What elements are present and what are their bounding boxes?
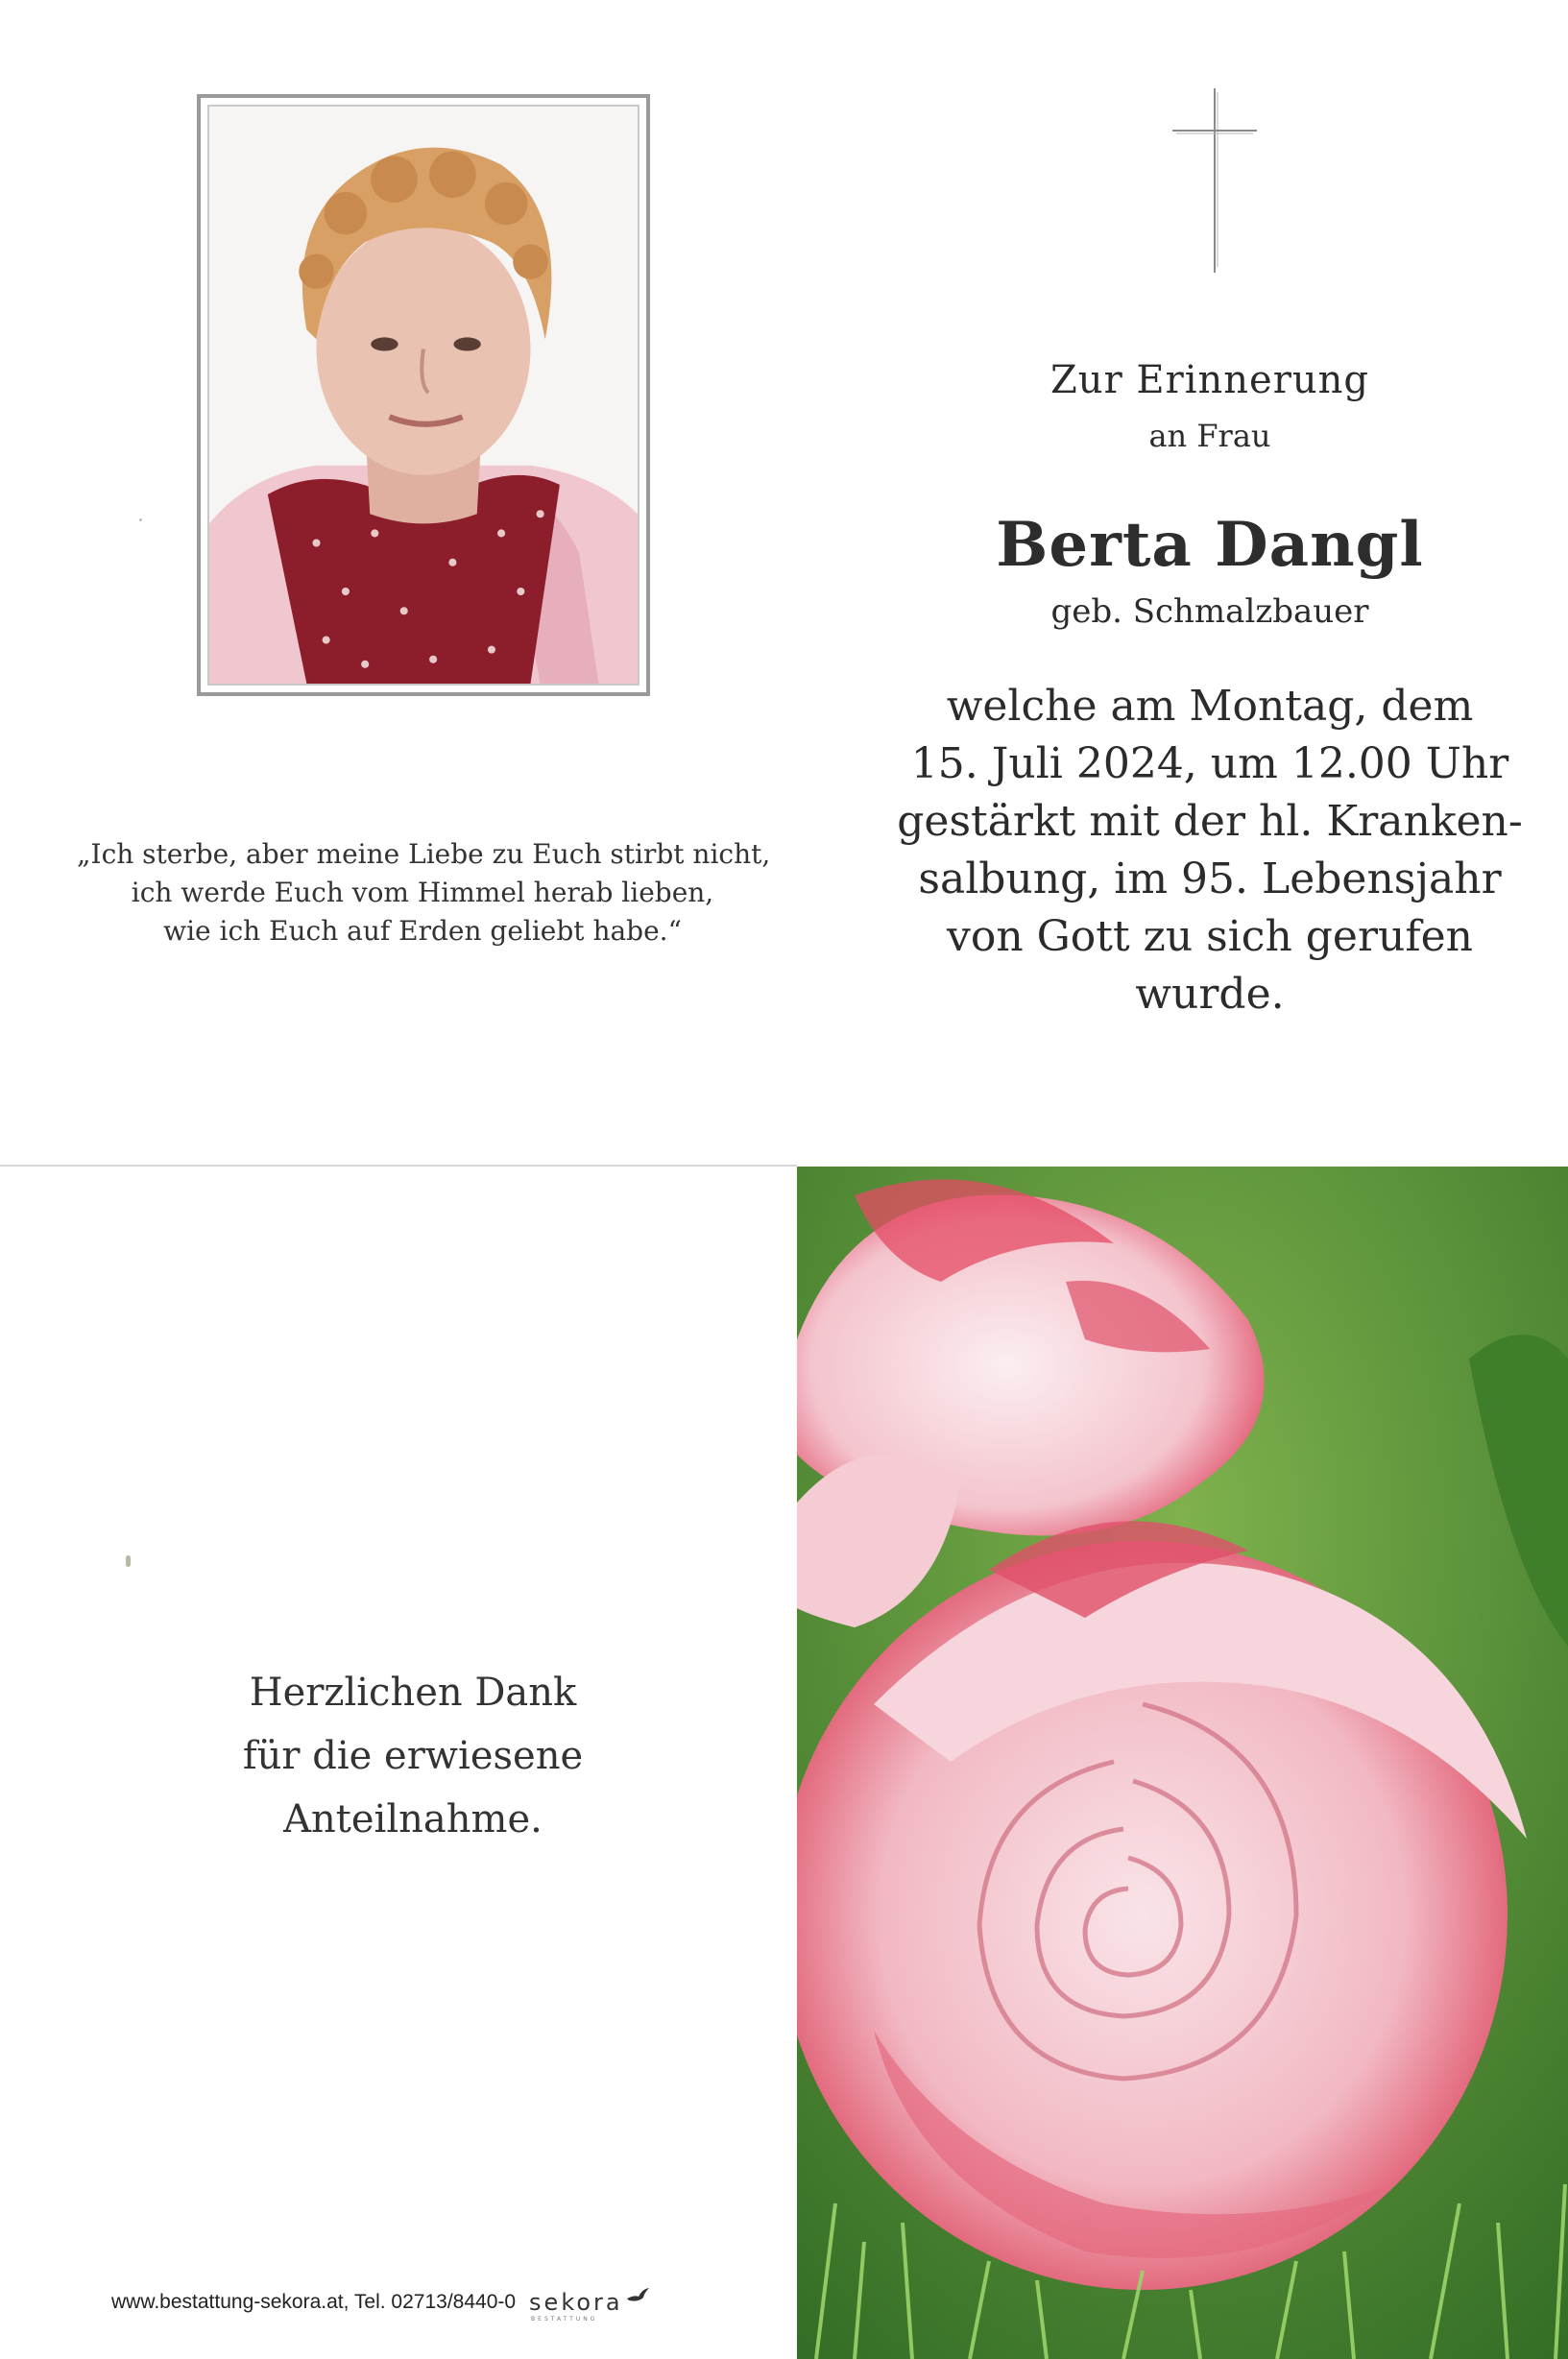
notice-line: wurde. [1135, 970, 1285, 1019]
deceased-name: Berta Dangl [996, 509, 1424, 581]
thanks-message [125, 1661, 701, 1851]
rose-photo [797, 1167, 1568, 2359]
quote-line: wie ich Euch auf Erden geliebt habe.“ [163, 915, 682, 947]
bird-icon [625, 2287, 650, 2304]
thin-cross-icon [1167, 84, 1263, 277]
funeral-home-footer [111, 2289, 650, 2323]
memorial-quote [77, 835, 771, 951]
fold-line [0, 1165, 797, 1167]
thanks-line: für die erwiesene [242, 1734, 584, 1778]
birth-name: geb. Schmalzbauer [1050, 592, 1369, 631]
contact-info: www.bestattung-sekora.at, Tel. 02713/8440-0 [111, 2291, 517, 2313]
rose-image [797, 1167, 1568, 2359]
logo-subtext: BESTATTUNG [531, 2316, 598, 2323]
quote-line: ich werde Euch vom Himmel herab lieben, [131, 877, 714, 908]
portrait-image [209, 107, 638, 684]
notice-line: salbung, im 95. Lebensjahr [918, 855, 1502, 903]
notice-line: welche am Montag, dem [946, 682, 1474, 731]
salutation: an Frau [1148, 418, 1271, 454]
death-notice-text [864, 678, 1556, 1023]
logo-text: sekora [529, 2289, 623, 2316]
notice-line: gestärkt mit der hl. Kranken- [897, 797, 1523, 846]
portrait-frame [197, 94, 650, 696]
notice-line: 15. Juli 2024, um 12.00 Uhr [910, 739, 1509, 788]
paper-speck [139, 518, 142, 521]
funeral-home-logo [529, 2289, 623, 2323]
remembrance-heading: Zur Erinnerung [1050, 358, 1369, 402]
notice-line: von Gott zu sich gerufen [946, 912, 1474, 961]
paper-speck [126, 1555, 131, 1567]
thanks-line: Herzlichen Dank [249, 1671, 577, 1715]
quote-line: „Ich sterbe, aber meine Liebe zu Euch stirbt nicht, [77, 838, 771, 870]
thanks-line: Anteilnahme. [283, 1797, 543, 1841]
portrait-photo [207, 105, 639, 686]
